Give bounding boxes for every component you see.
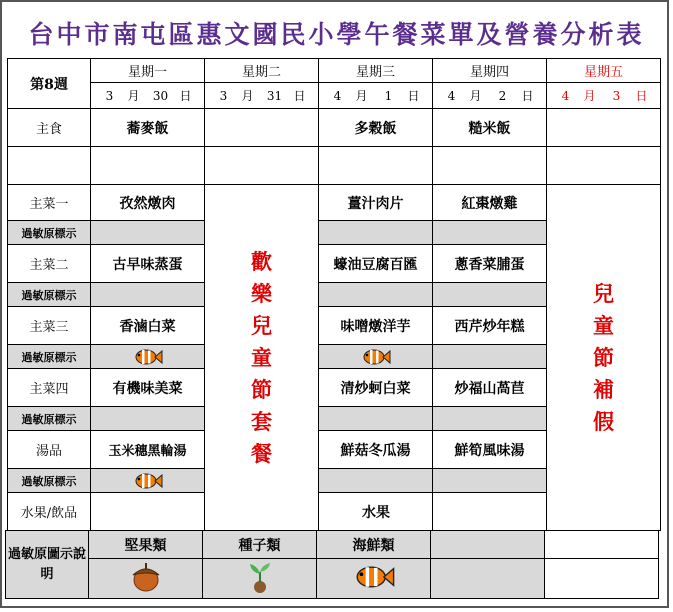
seedling-icon: [245, 560, 275, 594]
blank-cell: [205, 147, 319, 185]
allergen-legend: [5, 530, 659, 599]
allergen-main3-mon: [91, 345, 205, 369]
clownfish-icon: [361, 347, 391, 367]
menu-table: [7, 58, 661, 531]
main2-mon: 古早味蒸蛋: [91, 245, 205, 283]
fruit-mon: [91, 493, 205, 531]
allergen-soup-thu: [433, 469, 547, 493]
legend-seed-icon-cell: [203, 559, 317, 599]
main2-wed: 蠔油豆腐百匯: [319, 245, 433, 283]
row-label-staple: 主食: [8, 109, 91, 147]
row-label-main2: 主菜二: [8, 245, 91, 283]
staple-wed: 多穀飯: [319, 109, 433, 147]
day-name-fri: 星期五: [547, 59, 661, 83]
acorn-icon: [129, 561, 163, 593]
blank-cell: [433, 147, 547, 185]
fruit-tue: 水果: [362, 504, 390, 521]
day-name-mon: 星期一: [91, 59, 205, 83]
allergen-main1-thu: [433, 221, 547, 245]
main4-wed: 清炒蚵白菜: [319, 369, 433, 407]
day-name-wed: 星期三: [319, 59, 433, 83]
legend-label: 過敏原圖示說明: [6, 531, 89, 599]
row-label-main4: 主菜四: [8, 369, 91, 407]
allergen-main2-mon: [91, 283, 205, 307]
allergen-main4-mon: [91, 407, 205, 431]
blank-row-label: [8, 147, 91, 185]
allergen-main3-thu: [433, 345, 547, 369]
legend-nut-icon-cell: [89, 559, 203, 599]
date-fri: 4 月 3 日: [547, 83, 661, 109]
row-label-allergen: 過敏原標示: [8, 221, 91, 245]
row-label-allergen: 過敏原標示: [8, 469, 91, 493]
main1-mon: 孜然燉肉: [91, 185, 205, 221]
friday-holiday-note: 兒 童 節 補 假: [547, 185, 661, 531]
row-label-allergen: 過敏原標示: [8, 407, 91, 431]
soup-thu: 鮮筍風味湯: [433, 431, 547, 469]
legend-seafood-icon-cell: [317, 559, 431, 599]
staple-thu: 糙米飯: [433, 109, 547, 147]
row-label-fruit: 水果/飲品: [8, 493, 91, 531]
staple-mon: 蕎麥飯: [91, 109, 205, 147]
main3-thu: 西芹炒年糕: [433, 307, 547, 345]
date-tue: 3 月 31 日: [205, 83, 319, 109]
blank-cell: [547, 147, 661, 185]
allergen-main4-thu: [433, 407, 547, 431]
legend-nut-label: 堅果類: [89, 531, 203, 559]
blank-cell: [91, 147, 205, 185]
date-mon: 3 月 30 日: [91, 83, 205, 109]
legend-seafood-label: 海鮮類: [317, 531, 431, 559]
main3-wed: 味噌燉洋芋: [319, 307, 433, 345]
row-label-soup: 湯品: [8, 431, 91, 469]
allergen-main3-wed: [319, 345, 433, 369]
day-name-tue: 星期二: [205, 59, 319, 83]
legend-seed-label: 種子類: [203, 531, 317, 559]
clownfish-icon: [133, 347, 163, 367]
legend-empty: [431, 559, 545, 599]
legend-empty: [431, 531, 545, 559]
row-label-allergen: 過敏原標示: [8, 345, 91, 369]
week-label: 第8週: [8, 59, 91, 109]
row-label-main1: 主菜一: [8, 185, 91, 221]
main2-thu: 蔥香菜脯蛋: [433, 245, 547, 283]
main1-wed: 薑汁肉片: [319, 185, 433, 221]
allergen-main2-wed: [319, 283, 433, 307]
allergen-main4-wed: [319, 407, 433, 431]
allergen-soup-mon: [91, 469, 205, 493]
row-label-allergen: 過敏原標示: [8, 283, 91, 307]
day-name-thu: 星期四: [433, 59, 547, 83]
staple-tue: [205, 109, 319, 147]
allergen-soup-wed: [319, 469, 433, 493]
main3-mon: 香滷白菜: [91, 307, 205, 345]
fruit-tue-cell: [319, 493, 433, 531]
row-label-main3: 主菜三: [8, 307, 91, 345]
date-wed: 4 月 1 日: [319, 83, 433, 109]
legend-empty: [545, 531, 659, 559]
soup-mon: 玉米穗黑輪湯: [91, 431, 205, 469]
page-title: 台中市南屯區惠文國民小學午餐菜單及營養分析表: [28, 20, 645, 49]
main1-thu: 紅棗燉雞: [433, 185, 547, 221]
allergen-main1-wed: [319, 221, 433, 245]
tuesday-special-note: 歡 樂 兒 童 節 套 餐: [205, 185, 319, 531]
staple-fri: [547, 109, 661, 147]
date-thu: 4 月 2 日: [433, 83, 547, 109]
main4-mon: 有機味美菜: [91, 369, 205, 407]
clownfish-icon: [133, 471, 163, 491]
legend-empty: [545, 559, 659, 599]
fruit-wed: [433, 493, 547, 531]
allergen-main1-mon: [91, 221, 205, 245]
soup-wed: 鮮菇冬瓜湯: [319, 431, 433, 469]
clownfish-icon: [351, 563, 397, 591]
allergen-main2-thu: [433, 283, 547, 307]
blank-cell: [319, 147, 433, 185]
main4-thu: 炒福山萵苣: [433, 369, 547, 407]
